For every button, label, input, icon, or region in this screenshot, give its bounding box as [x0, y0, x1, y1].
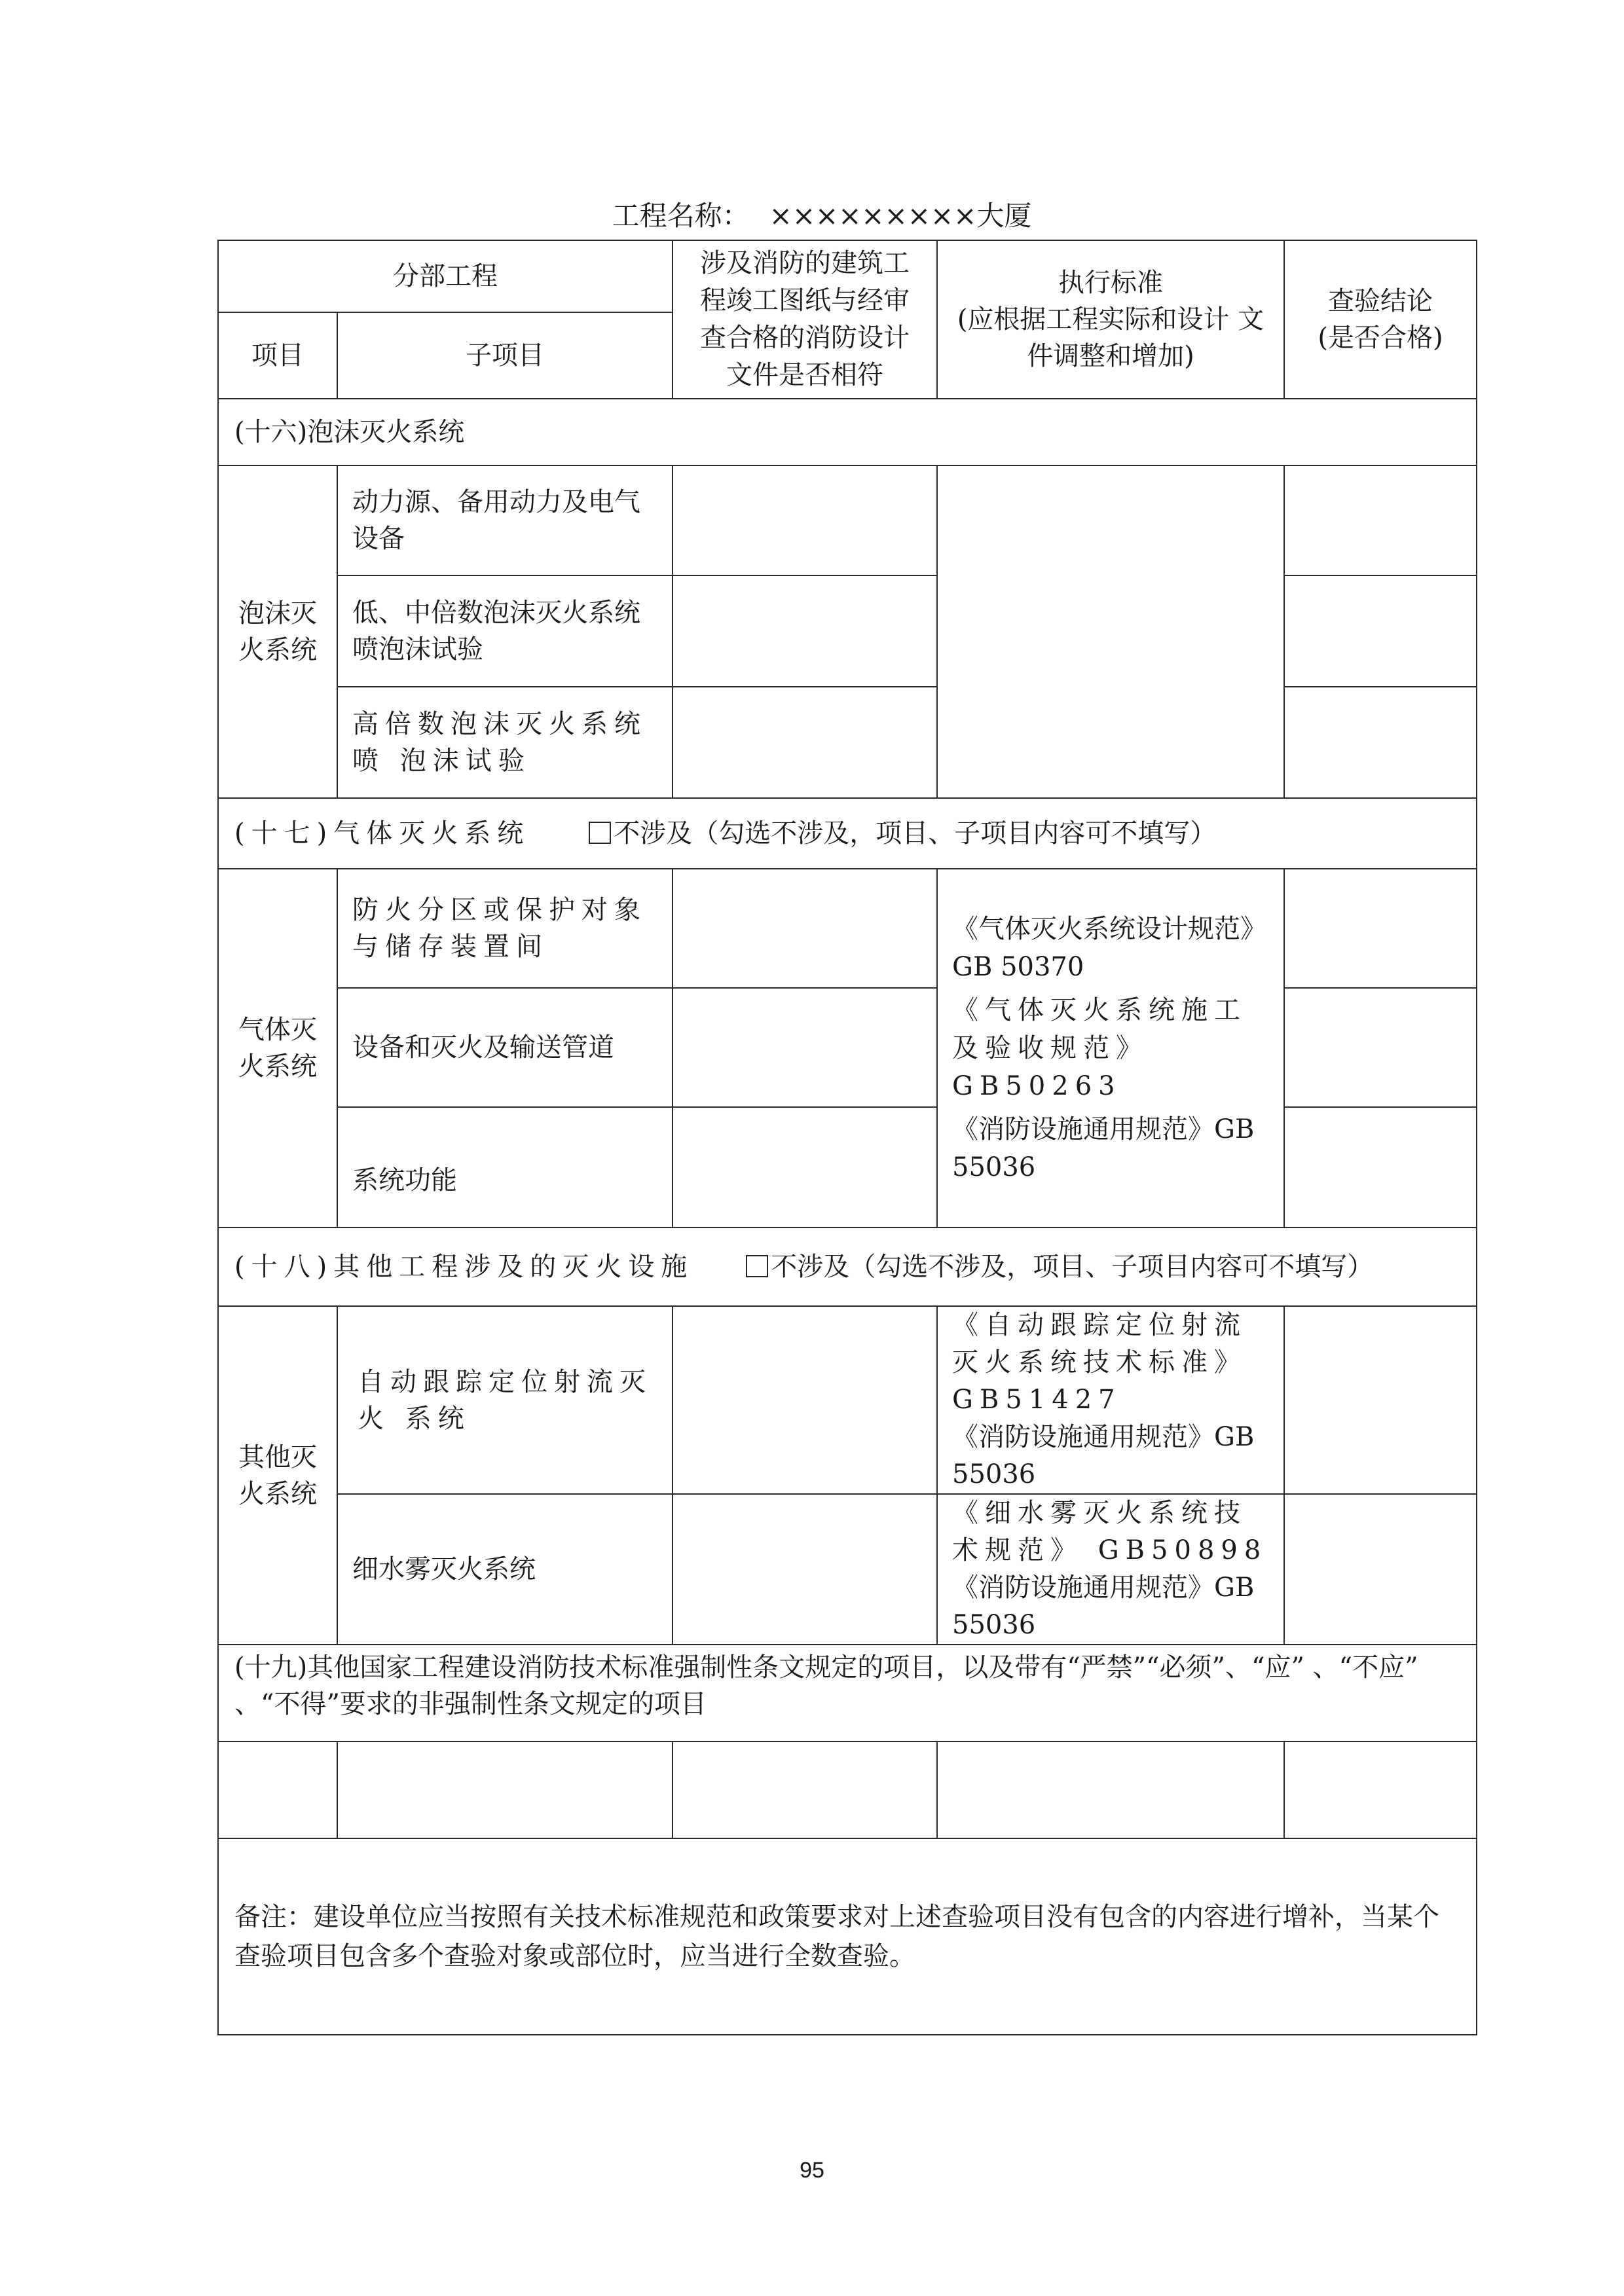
gas-standard-2: 《气体灭火系统施工及验收规范》 GB50263	[952, 995, 1247, 1101]
foam-match-2[interactable]	[673, 575, 937, 687]
foam-subitem-3: 高倍数泡沫灭火系统喷 泡沫试验	[337, 687, 673, 798]
other-match-1[interactable]	[673, 1306, 937, 1494]
other-standard-a-2: 《消防设施通用规范》GB 55036	[952, 1422, 1255, 1489]
other-item: 其他灭火系统	[218, 1306, 337, 1645]
foam-conclusion-2[interactable]	[1284, 575, 1477, 687]
not-applicable-checkbox-18[interactable]	[746, 1255, 768, 1277]
section-18-note: 不涉及（勾选不涉及，项目、子项目内容可不填写）	[771, 1252, 1374, 1282]
other-standard-a-1: 《自动跟踪定位射流灭火系统技术标准》 GB51427	[952, 1310, 1247, 1415]
other-standard-b-1: 《细水雾灭火系统技术规范》 GB50898	[952, 1498, 1268, 1565]
header-subitem: 子项目	[337, 312, 673, 399]
other-subitem-2: 细水雾灭火系统	[337, 1494, 673, 1645]
other-conclusion-2[interactable]	[1284, 1494, 1477, 1645]
page-number: 95	[800, 2158, 824, 2183]
foam-subitem-1: 动力源、备用动力及电气设备	[337, 465, 673, 575]
gas-item: 气体灭火系统	[218, 869, 337, 1228]
gas-match-2[interactable]	[673, 988, 937, 1107]
project-label: 工程名称：	[612, 200, 750, 232]
foam-conclusion-3[interactable]	[1284, 687, 1477, 798]
gas-conclusion-3[interactable]	[1284, 1107, 1477, 1228]
header-conclusion: 查验结论 (是否合格)	[1284, 240, 1477, 399]
s19-conclusion[interactable]	[1284, 1741, 1477, 1838]
foam-standard[interactable]	[937, 465, 1284, 798]
section-18-row	[218, 1228, 1477, 1306]
project-name: ×××××××××大厦	[769, 200, 1032, 232]
not-applicable-checkbox-17[interactable]	[589, 822, 611, 844]
header-division: 分部工程	[218, 240, 673, 312]
section-17-note: 不涉及（勾选不涉及，项目、子项目内容可不填写）	[614, 818, 1217, 848]
other-conclusion-1[interactable]	[1284, 1306, 1477, 1494]
gas-conclusion-1[interactable]	[1284, 869, 1477, 988]
other-standard-b	[937, 1494, 1284, 1645]
remark: 备注：建设单位应当按照有关技术标准规范和政策要求对上述查验项目没有包含的内容进行增补，当某个查验项目包含多个查验对象或部位时，应当进行全数查验。	[218, 1838, 1477, 2035]
header-item: 项目	[218, 312, 337, 399]
header-standard: 执行标准 (应根据工程实际和设计 文件调整和增加)	[937, 240, 1284, 399]
gas-subitem-3: 系统功能	[337, 1107, 673, 1228]
gas-match-1[interactable]	[673, 869, 937, 988]
section-17-title: (十七)气体灭火系统	[234, 818, 530, 848]
section-16-title: (十六)泡沫灭火系统	[218, 399, 1477, 465]
section-17-row	[218, 798, 1477, 869]
foam-item: 泡沫灭火系统	[218, 465, 337, 798]
s19-match[interactable]	[673, 1741, 937, 1838]
foam-match-3[interactable]	[673, 687, 937, 798]
gas-conclusion-2[interactable]	[1284, 988, 1477, 1107]
other-subitem-1: 自动跟踪定位射流灭火 系统	[337, 1306, 673, 1494]
gas-standard-1: 《气体灭火系统设计规范》GB 50370	[952, 914, 1266, 982]
other-standard-b-2: 《消防设施通用规范》GB 55036	[952, 1573, 1255, 1640]
foam-match-1[interactable]	[673, 465, 937, 575]
section-18-title: (十八)其他工程涉及的灭火设施	[234, 1252, 694, 1282]
gas-match-3[interactable]	[673, 1107, 937, 1228]
gas-subitem-1: 防火分区或保护对象与储存装置间	[337, 869, 673, 988]
inspection-table	[217, 240, 1477, 2035]
project-name-line	[0, 196, 1624, 236]
gas-standard	[937, 869, 1284, 1228]
gas-standard-3: 《消防设施通用规范》GB 55036	[952, 1114, 1255, 1182]
s19-item[interactable]	[218, 1741, 337, 1838]
gas-subitem-2: 设备和灭火及输送管道	[337, 988, 673, 1107]
s19-standard[interactable]	[937, 1741, 1284, 1838]
foam-conclusion-1[interactable]	[1284, 465, 1477, 575]
s19-subitem[interactable]	[337, 1741, 673, 1838]
other-match-2[interactable]	[673, 1494, 937, 1645]
foam-subitem-2: 低、中倍数泡沫灭火系统喷泡沫试验	[337, 575, 673, 687]
section-19-title: (十九)其他国家工程建设消防技术标准强制性条文规定的项目，以及带有“严禁”“必须”、“应” 、“不应” 、“不得”要求的非强制性条文规定的项目	[218, 1645, 1477, 1741]
other-standard-a	[937, 1306, 1284, 1494]
header-match: 涉及消防的建筑工程竣工图纸与经审查合格的消防设计文件是否相符	[673, 240, 937, 399]
